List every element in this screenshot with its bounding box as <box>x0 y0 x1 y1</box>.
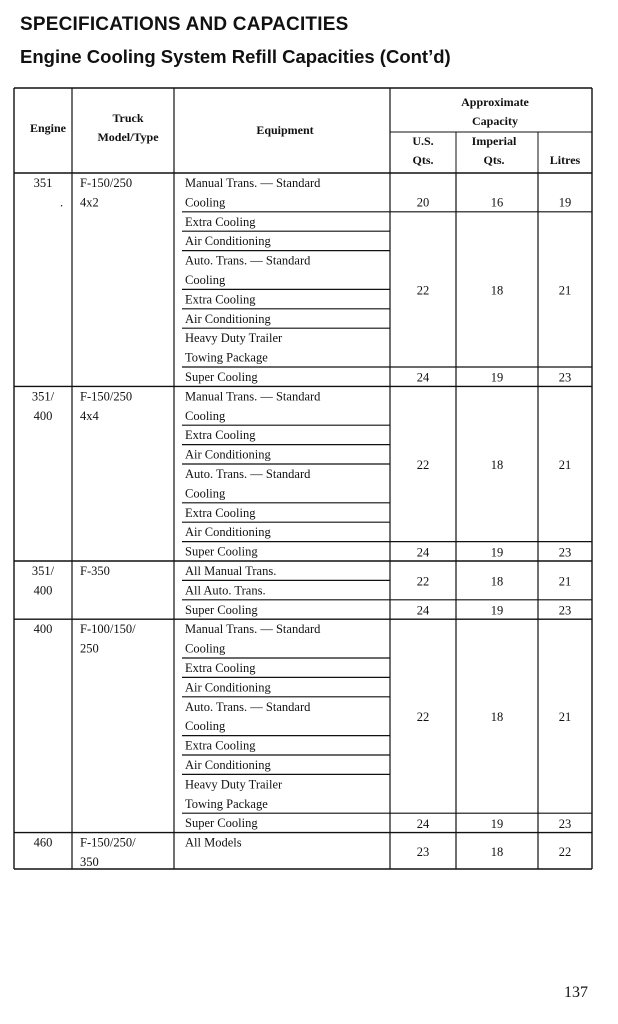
equipment-label: Cooling <box>185 408 226 423</box>
header-litres: Litres <box>549 153 581 167</box>
equipment-label: Heavy Duty Trailer <box>185 331 283 346</box>
header-approx-line2: Capacity <box>472 114 518 128</box>
capacity-imperial-qts: 19 <box>490 545 504 560</box>
capacity-imperial-qts: 16 <box>490 195 504 210</box>
equipment-label: Extra Cooling <box>185 214 256 229</box>
capacity-litres: 19 <box>558 195 572 210</box>
capacity-us-qts: 22 <box>416 574 430 589</box>
engine-value: 351/ <box>31 564 55 578</box>
capacity-litres: 23 <box>558 370 572 385</box>
equipment-label: Towing Package <box>185 796 268 811</box>
equipment-label: Auto. Trans. — Standard <box>185 253 311 268</box>
engine-value: 400 <box>33 408 53 423</box>
equipment-label: Cooling <box>185 195 226 210</box>
engine-value: 351 <box>33 176 53 190</box>
capacity-imperial-qts: 18 <box>490 458 504 472</box>
header-equipment: Equipment <box>256 123 314 137</box>
section-title: SPECIFICATIONS AND CAPACITIES <box>20 14 349 35</box>
capacity-us-qts: 24 <box>416 816 430 831</box>
header-us-line2: Qts. <box>412 153 434 167</box>
capacity-us-qts: 24 <box>416 603 430 618</box>
equipment-label: Extra Cooling <box>185 505 256 520</box>
equipment-label: Heavy Duty Trailer <box>185 777 283 792</box>
equipment-label: Super Cooling <box>185 370 258 384</box>
capacity-us-qts: 24 <box>416 370 430 385</box>
truck-model-value: F-350 <box>80 564 110 578</box>
equipment-label: Towing Package <box>185 350 268 365</box>
equipment-label: Super Cooling <box>185 602 258 617</box>
equipment-label: Extra Cooling <box>185 738 256 753</box>
capacity-litres: 22 <box>558 844 572 859</box>
equipment-label: Super Cooling <box>185 816 258 831</box>
equipment-label: All Manual Trans. <box>185 564 277 578</box>
truck-model-value: F-100/150/ <box>80 622 136 637</box>
equipment-label: Cooling <box>185 273 226 287</box>
capacity-litres: 21 <box>558 458 572 472</box>
truck-model-value: F-150/250 <box>80 176 133 190</box>
equipment-label: Extra Cooling <box>185 661 256 675</box>
capacity-us-qts: 24 <box>416 545 430 560</box>
header-imperial-line1: Imperial <box>471 134 517 148</box>
truck-model-value: 350 <box>80 855 99 869</box>
capacity-imperial-qts: 19 <box>490 816 504 831</box>
engine-value: 460 <box>33 835 53 850</box>
equipment-label: Air Conditioning <box>185 447 271 462</box>
equipment-label: Air Conditioning <box>185 525 271 540</box>
capacity-imperial-qts: 19 <box>490 603 504 618</box>
truck-model-value: F-150/250 <box>80 389 133 404</box>
equipment-label: Auto. Trans. — Standard <box>185 699 311 714</box>
equipment-label: Super Cooling <box>185 544 258 559</box>
engine-value: 400 <box>33 583 53 598</box>
equipment-label: Extra Cooling <box>185 292 256 307</box>
header-engine: Engine <box>29 121 67 135</box>
capacity-litres: 21 <box>558 574 572 589</box>
equipment-label: Cooling <box>185 486 226 501</box>
header-approx-line1: Approximate <box>461 95 529 109</box>
equipment-label: Cooling <box>185 719 226 734</box>
capacity-imperial-qts: 19 <box>490 370 504 385</box>
equipment-label: Manual Trans. — Standard <box>185 622 321 637</box>
truck-model-value: 4x2 <box>80 195 99 210</box>
equipment-label: Manual Trans. — Standard <box>185 389 321 404</box>
capacity-litres: 23 <box>558 816 572 831</box>
equipment-label: Air Conditioning <box>185 311 271 326</box>
engine-value: . <box>60 195 64 210</box>
header-us-line1: U.S. <box>412 134 434 148</box>
engine-value: 400 <box>33 622 53 637</box>
capacity-litres: 21 <box>558 710 572 725</box>
table-subtitle: Engine Cooling System Refill Capacities (Cont’d) <box>20 46 451 67</box>
capacity-imperial-qts: 18 <box>490 283 504 298</box>
truck-model-value: 250 <box>80 641 99 656</box>
capacity-us-qts: 22 <box>416 710 430 725</box>
header-truck-line2: Model/Type <box>97 130 159 144</box>
equipment-label: Air Conditioning <box>185 758 271 772</box>
equipment-label: All Auto. Trans. <box>185 583 266 598</box>
capacity-imperial-qts: 18 <box>490 710 504 725</box>
capacity-us-qts: 22 <box>416 283 430 298</box>
capacity-litres: 21 <box>558 283 572 298</box>
equipment-label: Air Conditioning <box>185 234 271 249</box>
equipment-label: Air Conditioning <box>185 680 271 695</box>
header-imperial-line2: Qts. <box>483 153 505 167</box>
capacity-us-qts: 20 <box>416 195 430 210</box>
engine-value: 351/ <box>31 389 55 404</box>
capacity-us-qts: 22 <box>416 458 430 472</box>
capacity-imperial-qts: 18 <box>490 574 504 589</box>
equipment-label: Cooling <box>185 641 226 656</box>
header-truck-line1: Truck <box>112 111 144 125</box>
equipment-label: All Models <box>185 835 242 850</box>
capacity-us-qts: 23 <box>416 844 430 859</box>
truck-model-value: F-150/250/ <box>80 835 136 850</box>
capacity-litres: 23 <box>558 603 572 618</box>
truck-model-value: 4x4 <box>80 408 99 423</box>
capacity-litres: 23 <box>558 545 572 560</box>
equipment-label: Auto. Trans. — Standard <box>185 467 311 481</box>
equipment-label: Manual Trans. — Standard <box>185 176 321 190</box>
capacity-imperial-qts: 18 <box>490 844 504 859</box>
page-number: 137 <box>564 984 588 1001</box>
equipment-label: Extra Cooling <box>185 428 256 443</box>
